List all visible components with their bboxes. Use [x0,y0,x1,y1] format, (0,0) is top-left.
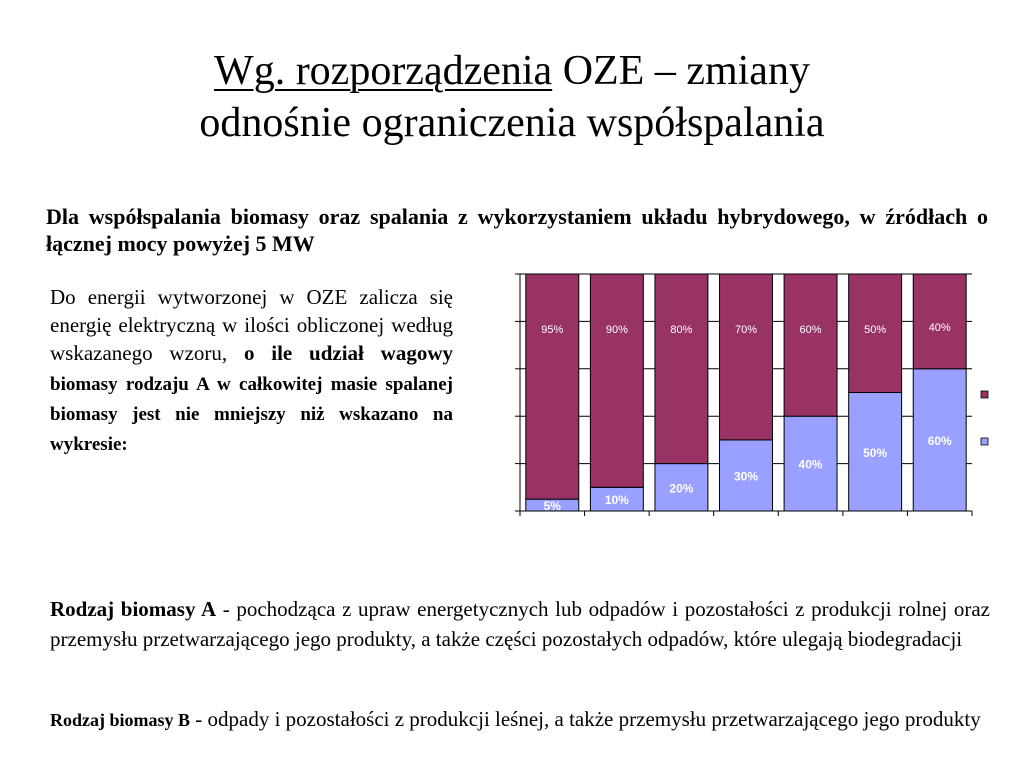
bar-label: 95% [541,324,564,336]
bar-label: 40% [928,321,951,334]
biomass-b-text: - odpady i pozostałości z produkcji leśnej, a także przemysłu przetwarzającego jego produkty [190,707,981,731]
biomass-a-label: Rodzaj biomasy A [50,597,217,621]
subheading: Dla współspalania biomasy oraz spalania z wykorzystaniem układu hybrydowego, w źródłach o łącznej mocy powyżej 5 MW [46,204,988,256]
bar-segment [655,274,708,464]
bar-label: 30% [733,469,759,484]
chart-description [50,283,453,459]
biomass-b-definition [50,704,990,735]
bar-label: 40% [798,457,823,472]
legend-swatch [981,391,988,398]
bar-segment [526,274,579,499]
bar-label: 10% [604,493,629,508]
description-bold-1: o ile udział wagowy [243,341,454,365]
title-rest: OZE – zmiany [552,48,810,94]
biomass-b-label: Rodzaj biomasy B [50,710,191,730]
bar-label: 50% [864,324,887,336]
title-underlined: Wg. rozporządzenia [214,48,553,94]
biomass-a-text: - pochodząca z upraw energetycznych lub odpadów i pozostałości z produkcji rolnej oraz przemysłu przetwarzającego jego produkty, a także części pozostałych odpadów, które ulegają biodegradacji [50,597,990,651]
bar-segment [784,274,837,416]
description-bold-2: biomasy rodzaju A w całkowitej masie spalanej biomasy jest nie mniejszy niż wskazano na wykresie: [50,374,453,455]
title-line-2: odnośnie ograniczenia współspalania [199,100,825,146]
legend-swatch [981,438,988,445]
bar-label: 5% [543,499,561,514]
bar-label: 60% [927,433,952,448]
chart-svg [510,268,1000,520]
bar-label: 60% [799,324,822,336]
bar-label: 70% [734,324,758,336]
description-part-1: Do energii wytworzonej w OZE zalicza się energię elektryczną w ilości obliczonej według wskazanego wzoru, [50,285,453,365]
bar-label: 50% [863,445,888,460]
biomass-a-definition [50,594,990,654]
slide-title [0,45,1024,149]
bar-segment [590,274,643,487]
bar-label: 90% [605,324,628,336]
stacked-bar-chart [510,268,1000,520]
bar-label: 20% [669,481,694,496]
title-line-1 [0,45,1024,97]
bar-label: 80% [670,324,693,336]
bar-segment [720,274,773,440]
